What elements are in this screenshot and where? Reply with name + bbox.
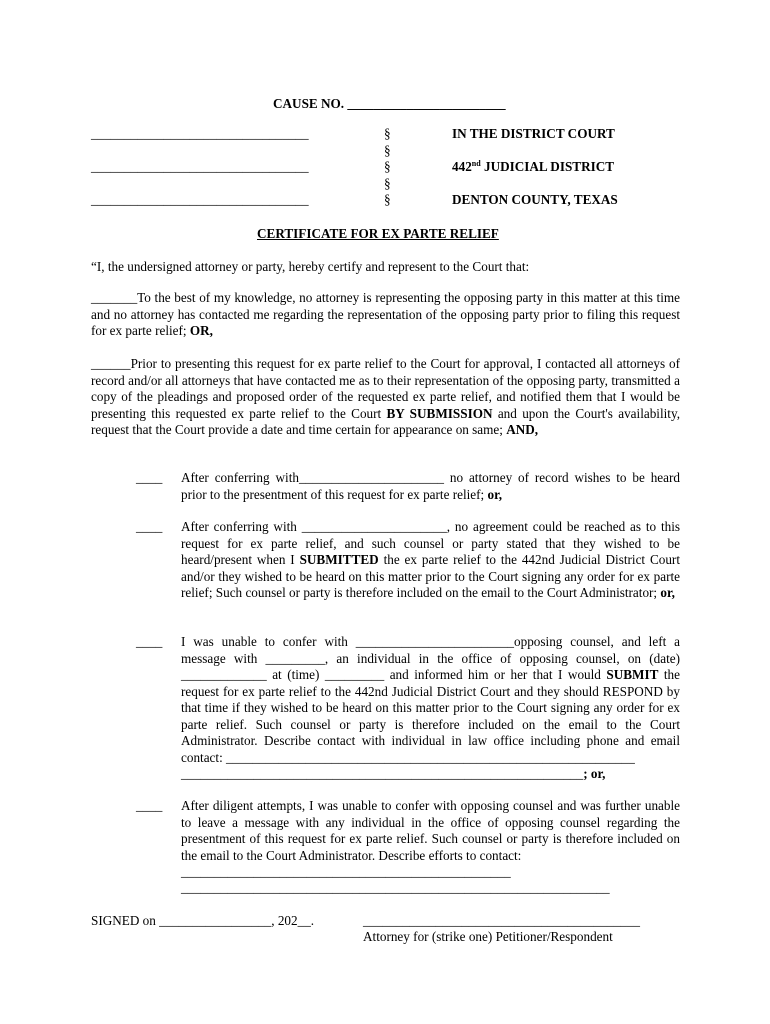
item-2-checkbox-blank[interactable]: ____ (136, 519, 163, 534)
section-mark: § (384, 142, 391, 158)
option-1-or: OR, (189, 323, 213, 338)
district-number: 442 (452, 159, 472, 174)
item-3-contact-line-2-row (181, 766, 605, 783)
county: DENTON COUNTY, TEXAS (452, 192, 618, 207)
item-3-or: ; or, (583, 766, 606, 781)
district-label: JUDICIAL DISTRICT (480, 159, 615, 174)
section-marks (384, 126, 391, 209)
item-1-or: or, (487, 486, 503, 502)
judicial-district (452, 159, 614, 175)
section-mark: § (384, 175, 391, 191)
section-mark: § (384, 126, 391, 141)
party-blank-1[interactable]: _________________________________ (91, 126, 309, 141)
item-1-text (181, 470, 680, 503)
item-4-efforts-line-2[interactable]: _________________________________________________________________ (181, 880, 610, 895)
item-1-body: After conferring with______________________ no attorney of record wishes to be heard prior to the presentment of this request for ex parte relief; (181, 470, 680, 502)
signed-on-date[interactable]: SIGNED on _________________, 202__. (91, 913, 315, 928)
item-3-text (181, 634, 680, 766)
item-4-efforts-line-1[interactable]: __________________________________________________ (181, 864, 511, 879)
item-4-checkbox-blank[interactable]: ____ (136, 798, 163, 813)
option-2-text-b: and upon the Court's availability, request that the Court provide a date and time certain for appearance on same; (91, 405, 680, 437)
document-title: CERTIFICATE FOR EX PARTE RELIEF (257, 226, 499, 241)
option-2-checkbox-blank[interactable]: ______ (91, 356, 131, 371)
district-suffix: nd (471, 159, 481, 168)
option-1-text: To the best of my knowledge, no attorney is representing the opposing party in this matter at this time and no attorney has contacted me regarding the representation of the opposing party prior to filing this request for ex parte relief; (91, 290, 680, 338)
attorney-signature-line[interactable]: __________________________________________ (363, 913, 640, 928)
item-3-checkbox-blank[interactable]: ____ (136, 634, 163, 649)
item-3-contact-line-2[interactable]: _____________________________________________________________ (181, 766, 584, 781)
item-3-contact-line-1[interactable]: ______________________________________________________________ (226, 749, 635, 765)
option-2-text-a: Prior to presenting this request for ex parte relief to the Court for approval, I contacted all attorneys of record and/or all attorneys that have contacted me as to their representation of the opposing party, transmitted a copy of the pleadings and proposed order of the requested ex parte relief, and notified them that I would be presenting this requested ex parte relief to the Court (91, 356, 680, 421)
cause-no-blank[interactable]: ________________________ (347, 96, 506, 111)
party-blank-2[interactable]: _________________________________ (91, 159, 309, 174)
option-contacted-attorneys (91, 356, 680, 439)
section-mark: § (384, 159, 391, 174)
item-2-submitted: SUBMITTED (299, 552, 379, 567)
option-no-attorney (91, 290, 680, 340)
attorney-label: Attorney for (strike one) Petitioner/Respondent (363, 929, 613, 944)
party-blank-3[interactable]: _________________________________ (91, 192, 309, 207)
court-name: IN THE DISTRICT COURT (452, 126, 615, 141)
item-1-checkbox-blank[interactable]: ____ (136, 470, 163, 485)
intro-statement: “I, the undersigned attorney or party, hereby certify and represent to the Court that: (91, 259, 530, 274)
option-2-by-submission: BY SUBMISSION (386, 405, 493, 421)
item-4-body: After diligent attempts, I was unable to confer with opposing counsel and was further unable to leave a message with any individual in the office of opposing counsel regarding the presentment of this request for ex parte relief. Such counsel or party is therefore included on the email to the Court Administrator. Describe efforts to contact: (181, 798, 680, 863)
item-3-submit: SUBMIT (606, 667, 659, 682)
cause-no-label: CAUSE NO. (273, 96, 345, 111)
item-2-body-a: After conferring with ______________________, no agreement could be reached as to this request for ex parte relief, and such counsel or party stated that they wished to be heard/present when I (181, 519, 680, 567)
item-2-text (181, 519, 680, 602)
item-2-or: or, (660, 585, 675, 600)
option-2-and: AND, (506, 422, 539, 437)
item-2-body-b: the ex parte relief to the 442nd Judicial District Court and/or they wished to be heard on this matter prior to the Court signing any order for ex parte relief; Such counsel or party is therefore included on the email to the Court Administrator; (181, 552, 680, 600)
item-3-body-b: the request for ex parte relief to the 442nd Judicial District Court and they should RESPOND by that time if they wished to be heard on this matter prior to the Court signing any order for ex parte relief. Such counsel or party is therefore included on the email to the Court Administrator. Describe contact with individual in law office including phone and email contact: (181, 667, 680, 765)
item-3-body-a: I was unable to confer with ________________________opposing counsel, and left a message with _________, an individual in the office of opposing counsel, on (date) _____________ at (time) _________ and informed him or her that I would (181, 634, 680, 682)
item-4-text (181, 798, 680, 864)
option-1-checkbox-blank[interactable]: _______ (91, 290, 138, 305)
cause-number (273, 96, 506, 112)
section-mark: § (384, 192, 391, 207)
